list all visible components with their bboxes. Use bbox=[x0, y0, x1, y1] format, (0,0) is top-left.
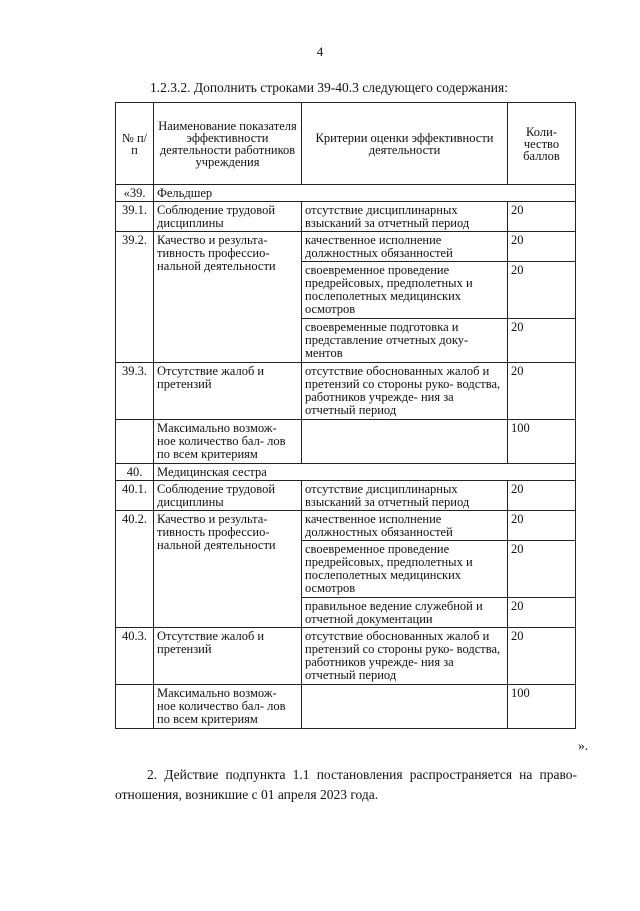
table-row bbox=[116, 232, 576, 262]
points: 20 bbox=[508, 202, 576, 232]
criterion: отсутствие дисциплинарных взысканий за отчетный период bbox=[302, 202, 508, 232]
criteria-table bbox=[115, 102, 576, 729]
table-row bbox=[116, 481, 576, 511]
criterion: качественное исполнение должностных обязанностей bbox=[302, 511, 508, 541]
total-row bbox=[116, 420, 576, 464]
row-num: 40.1. bbox=[116, 481, 154, 511]
indicator-name: Отсутствие жалоб и претензий bbox=[154, 363, 302, 420]
points: 20 bbox=[508, 628, 576, 685]
points: 20 bbox=[508, 232, 576, 262]
total-points: 100 bbox=[508, 685, 576, 729]
criterion: отсутствие обоснованных жалоб и претензий со стороны руко- водства, работников учрежде- ния за отчетный период bbox=[302, 628, 508, 685]
indicator-name: Качество и результа- тивность профессио- нальной деятельности bbox=[154, 232, 302, 363]
row-num: 39.2. bbox=[116, 232, 154, 363]
criterion: своевременное проведение предрейсовых, предполетных и послеполетных медицинских осмотров bbox=[302, 262, 508, 319]
points: 20 bbox=[508, 262, 576, 319]
criterion: правильное ведение служебной и отчетной документации bbox=[302, 598, 508, 628]
header-num: № п/п bbox=[116, 103, 154, 185]
page-number: 4 bbox=[316, 44, 324, 59]
section-row bbox=[116, 185, 576, 202]
total-label: Максимально возмож- ное количество бал- лов по всем критериям bbox=[154, 420, 302, 464]
criterion bbox=[302, 685, 508, 729]
table-row bbox=[116, 511, 576, 541]
header-criteria: Критерии оценки эффективности деятельности bbox=[302, 103, 508, 185]
criterion: своевременное проведение предрейсовых, предполетных и послеполетных медицинских осмотров bbox=[302, 541, 508, 598]
section-num: 40. bbox=[116, 464, 154, 481]
table-row bbox=[116, 628, 576, 685]
criterion: отсутствие обоснованных жалоб и претензий со стороны руко- водства, работников учрежде- ния за отчетный период bbox=[302, 363, 508, 420]
points: 20 bbox=[508, 481, 576, 511]
points: 20 bbox=[508, 598, 576, 628]
closing-quote-mark: ». bbox=[578, 738, 589, 753]
row-num: 39.3. bbox=[116, 363, 154, 420]
paragraph: 2. Действие подпункта 1.1 постановления распространяется на право- отношения, возникшие с 01 апреля 2023 года. bbox=[115, 767, 577, 802]
table-row bbox=[116, 363, 576, 420]
section-row bbox=[116, 464, 576, 481]
points: 20 bbox=[508, 541, 576, 598]
total-label: Максимально возмож- ное количество бал- лов по всем критериям bbox=[154, 685, 302, 729]
row-num: 40.3. bbox=[116, 628, 154, 685]
indicator-name: Отсутствие жалоб и претензий bbox=[154, 628, 302, 685]
table-row bbox=[116, 202, 576, 232]
indicator-name: Качество и результа- тивность профессио- нальной деятельности bbox=[154, 511, 302, 628]
header-name: Наименование показателя эффективности деятельности работников учреждения bbox=[154, 103, 302, 185]
points: 20 bbox=[508, 319, 576, 363]
criterion: качественное исполнение должностных обязанностей bbox=[302, 232, 508, 262]
header-row bbox=[116, 103, 576, 185]
total-row bbox=[116, 685, 576, 729]
row-num: 39.1. bbox=[116, 202, 154, 232]
section-title: Медицинская сестра bbox=[154, 464, 576, 481]
indicator-name: Соблюдение трудовой дисциплины bbox=[154, 481, 302, 511]
total-points: 100 bbox=[508, 420, 576, 464]
section-num: «39. bbox=[116, 185, 154, 202]
indicator-name: Соблюдение трудовой дисциплины bbox=[154, 202, 302, 232]
points: 20 bbox=[508, 511, 576, 541]
section-title: Фельдшер bbox=[154, 185, 576, 202]
criterion: отсутствие дисциплинарных взысканий за отчетный период bbox=[302, 481, 508, 511]
points: 20 bbox=[508, 363, 576, 420]
header-points: Коли- чество баллов bbox=[508, 103, 576, 185]
row-num: 40.2. bbox=[116, 511, 154, 628]
row-num bbox=[116, 420, 154, 464]
criterion bbox=[302, 420, 508, 464]
intro-text: 1.2.3.2. Дополнить строками 39-40.3 следующего содержания: bbox=[150, 80, 508, 95]
row-num bbox=[116, 685, 154, 729]
criterion: своевременные подготовка и представление отчетных доку- ментов bbox=[302, 319, 508, 363]
